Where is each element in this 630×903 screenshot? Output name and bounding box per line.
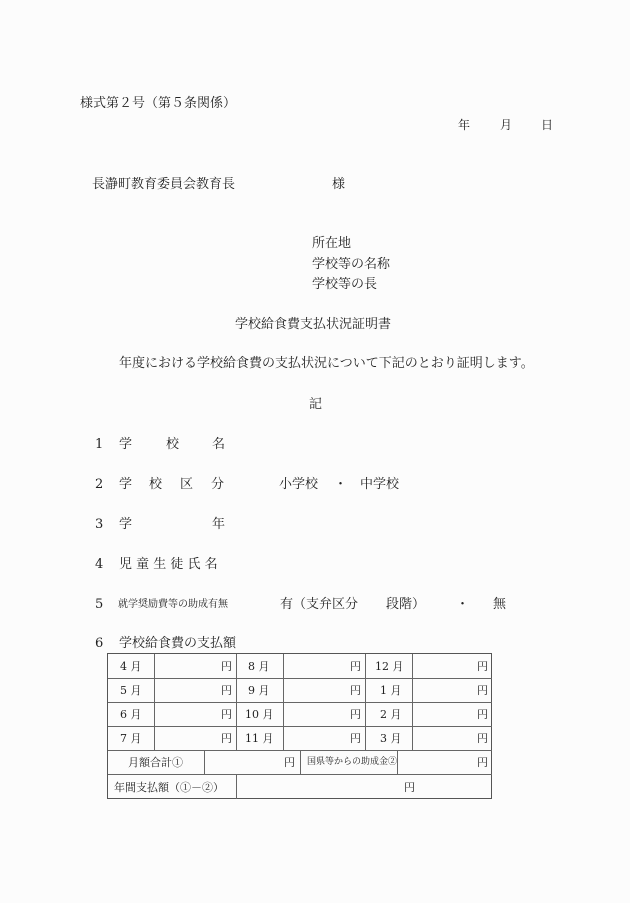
item-5-label: 就学奨励費等の助成有無: [118, 599, 228, 610]
monthly-total-label: 月額合計①: [128, 756, 183, 769]
yen-unit: 円: [350, 660, 361, 673]
col-divider: [283, 654, 284, 750]
item-2-label-part: 区: [180, 477, 194, 492]
address-label: 所在地: [312, 236, 352, 251]
yen-unit: 円: [404, 781, 415, 794]
row-divider: [108, 726, 492, 727]
ki-heading: 記: [309, 397, 323, 412]
item-2-number: 2: [95, 477, 104, 492]
date-year-label: 年: [458, 118, 471, 132]
option-junior-high-school[interactable]: 中学校: [360, 477, 400, 492]
annual-payment-label: 年間支払額（①－②）: [114, 781, 224, 794]
item-6-label: 学校給食費の支払額: [119, 636, 237, 651]
month-label: 2 月: [380, 708, 402, 721]
option-subsidy-stage: 段階）: [386, 597, 426, 612]
item-5-number: 5: [95, 597, 104, 612]
item-2-label-part: 学: [119, 477, 133, 492]
item-3-label-part: 学: [119, 517, 133, 532]
item-4-number: 4: [95, 557, 104, 572]
option-subsidy-yes[interactable]: 有（支弁区分: [280, 597, 359, 612]
month-label: 9 月: [248, 684, 270, 697]
item-1-number: 1: [95, 437, 104, 452]
month-label: 12 月: [375, 660, 404, 673]
col-divider: [236, 654, 237, 750]
addressee-honorific: 様: [332, 177, 346, 192]
option-separator: ・: [456, 597, 470, 612]
document-title: 学校給食費支払状況証明書: [235, 317, 392, 332]
yen-unit: 円: [221, 732, 232, 745]
yen-unit: 円: [350, 732, 361, 745]
option-separator: ・: [334, 477, 348, 492]
school-head-label: 学校等の長: [312, 277, 378, 292]
col-divider: [204, 750, 205, 774]
col-divider: [397, 750, 398, 774]
col-divider: [154, 654, 155, 750]
col-divider: [300, 750, 301, 774]
yen-unit: 円: [477, 684, 488, 697]
item-1-label-part: 校: [166, 437, 180, 452]
item-1-label-part: 学: [119, 437, 133, 452]
item-4-label: 児 童 生 徒 氏 名: [119, 557, 218, 572]
month-label: 1 月: [380, 684, 402, 697]
item-3-label-part: 年: [212, 517, 226, 532]
date-day-label: 日: [541, 118, 554, 132]
yen-unit: 円: [350, 708, 361, 721]
row-divider: [108, 702, 492, 703]
yen-unit: 円: [477, 732, 488, 745]
col-divider: [365, 654, 366, 750]
payment-table: [107, 653, 492, 799]
yen-unit: 円: [221, 708, 232, 721]
yen-unit: 円: [477, 660, 488, 673]
yen-unit: 円: [284, 756, 295, 769]
month-label: 6 月: [120, 708, 142, 721]
subsidy-label: 国県等からの助成金②: [307, 757, 398, 767]
option-elementary-school[interactable]: 小学校: [279, 477, 319, 492]
month-label: 7 月: [120, 732, 142, 745]
yen-unit: 円: [477, 708, 488, 721]
row-divider: [108, 678, 492, 679]
item-3-number: 3: [95, 517, 104, 532]
yen-unit: 円: [221, 660, 232, 673]
month-label: 3 月: [380, 732, 402, 745]
month-label: 5 月: [120, 684, 142, 697]
yen-unit: 円: [350, 684, 361, 697]
addressee-name: 長瀞町教育委員会教育長: [92, 177, 236, 192]
item-2-label-part: 校: [149, 477, 163, 492]
option-subsidy-no[interactable]: 無: [493, 597, 507, 612]
yen-unit: 円: [221, 684, 232, 697]
item-1-label-part: 名: [212, 437, 226, 452]
yen-unit: 円: [477, 756, 488, 769]
month-label: 10 月: [245, 708, 274, 721]
col-divider: [236, 774, 237, 799]
month-label: 4 月: [120, 660, 142, 673]
month-label: 8 月: [248, 660, 270, 673]
form-number: 様式第２号（第５条関係）: [80, 96, 237, 111]
col-divider: [412, 654, 413, 750]
statement-text: 年度における学校給食費の支払状況について下記のとおり証明します。: [119, 356, 534, 371]
school-name-label: 学校等の名称: [312, 257, 391, 272]
month-label: 11 月: [245, 732, 274, 745]
item-2-label-part: 分: [211, 477, 225, 492]
date-month-label: 月: [500, 118, 513, 132]
row-divider: [108, 774, 492, 775]
item-6-number: 6: [95, 636, 104, 651]
